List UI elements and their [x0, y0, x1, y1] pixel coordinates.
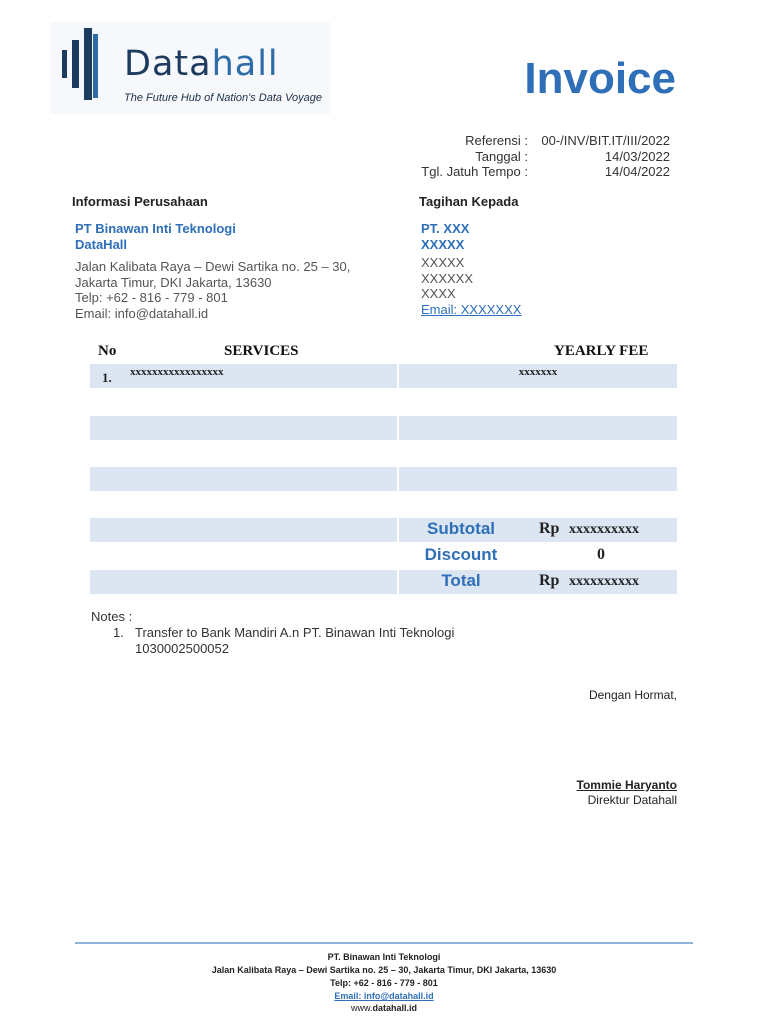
note-text: [135, 625, 495, 656]
footer-email-link[interactable]: Email: info@datahall.id: [334, 991, 434, 1001]
footer-company: PT. Binawan Inti Teknologi: [327, 952, 441, 962]
fee-cell: [399, 390, 677, 414]
table-row: [90, 442, 677, 466]
table-header-services: SERVICES: [224, 343, 299, 359]
fee-cell: [399, 467, 677, 491]
total-label: Total: [441, 571, 481, 590]
invoice-title: Invoice: [524, 54, 676, 103]
service-cell: [90, 442, 397, 466]
service-cell: [90, 364, 397, 388]
total-row: [90, 570, 677, 594]
subtotal-label: Subtotal: [427, 519, 495, 538]
signer-title: Direktur Datahall: [587, 793, 677, 807]
note-line-2: 1030002500052: [135, 640, 229, 656]
meta-label-reference: Referensi :: [465, 133, 528, 148]
service-cell: [90, 390, 397, 414]
footer-divider: [75, 942, 693, 944]
fee-cell: [399, 364, 677, 388]
meta-value-due-date: 14/04/2022: [604, 164, 670, 179]
fee-cell: [399, 416, 677, 440]
footer-website[interactable]: [75, 1002, 693, 1015]
company-address-line-2: Jakarta Timur, DKI Jakarta, 13630: [75, 274, 272, 290]
total-value: xxxxxxxxxx: [569, 574, 639, 589]
meta-label-due-date: Tgl. Jatuh Tempo :: [421, 164, 528, 179]
datahall-logo-icon: [60, 28, 104, 100]
subtotal-value: xxxxxxxxxx: [569, 522, 639, 537]
total-currency: Rp: [539, 572, 560, 589]
invoice-meta-values: [535, 133, 670, 180]
footer-phone: Telp: +62 - 816 - 779 - 801: [330, 978, 438, 988]
invoice-meta-labels: [380, 133, 528, 180]
company-info: [75, 221, 350, 321]
footer-email: [75, 990, 693, 1003]
footer-web-prefix: www.: [350, 1003, 373, 1013]
company-brand: DataHall: [75, 237, 128, 252]
bill-to-heading: Tagihan Kepada: [419, 194, 519, 209]
note-line-1: Transfer to Bank Mandiri A.n PT. Binawan Inti Teknologi: [135, 625, 455, 640]
fee-cell: [399, 442, 677, 466]
subtotal-currency: Rp: [539, 520, 560, 537]
bill-to-email-link[interactable]: Email: XXXXXXX: [421, 301, 522, 317]
meta-value-date: 14/03/2022: [604, 148, 670, 164]
bill-to-line-3: XXXX: [421, 286, 456, 301]
company-info-heading: Informasi Perusahaan: [72, 194, 208, 209]
company-name: PT Binawan Inti Teknologi: [75, 221, 236, 236]
logo-word-data: Data: [124, 44, 212, 84]
company-email: Email: info@datahall.id: [75, 305, 209, 321]
total-cell: [399, 570, 677, 594]
table-header-fee: YEARLY FEE: [554, 343, 649, 359]
meta-value-reference: 00-/INV/BIT.IT/III/2022: [541, 133, 670, 148]
note-number: 1.: [113, 625, 124, 640]
discount-label: Discount: [424, 545, 498, 564]
logo-tagline: The Future Hub of Nation's Data Voyage: [124, 92, 322, 104]
table-header-no: No: [98, 343, 117, 359]
signer-name: Tommie Haryanto: [576, 778, 677, 792]
footer-address: Jalan Kalibata Raya – Dewi Sartika no. 25 – 30, Jakarta Timur, DKI Jakarta, 13630: [211, 965, 557, 975]
discount-row: [90, 544, 677, 568]
table-row: [90, 416, 677, 440]
logo-word-hall: hall: [211, 44, 279, 84]
subtotal-cell: [399, 518, 677, 542]
notes-heading: Notes :: [91, 609, 133, 624]
table-row: [90, 390, 677, 414]
subtotal-row: [90, 518, 677, 542]
row-service: xxxxxxxxxxxxxxxxx: [130, 366, 224, 378]
total-spacer: [90, 570, 397, 594]
logo-wordmark: [124, 44, 279, 84]
company-phone: Telp: +62 - 816 - 779 - 801: [75, 290, 228, 305]
discount-spacer: [90, 544, 397, 568]
footer-web-domain: datahall.id: [372, 1003, 418, 1013]
bill-to-line-1: XXXXX: [421, 255, 465, 270]
table-row: [90, 364, 677, 388]
meta-label-date: Tanggal :: [475, 148, 528, 164]
bill-to-line-2: XXXXXX: [421, 270, 474, 286]
bill-to-info: [421, 221, 521, 317]
closing-text: Dengan Hormat,: [588, 688, 677, 702]
row-fee: xxxxxxx: [518, 366, 558, 378]
service-cell: [90, 416, 397, 440]
bill-to-name: PT. XXX: [421, 221, 470, 236]
discount-value: 0: [597, 546, 605, 563]
service-cell: [90, 467, 397, 491]
row-number: 1.: [102, 370, 112, 385]
discount-cell: [399, 544, 677, 568]
bill-to-subname: XXXXX: [421, 237, 465, 252]
subtotal-spacer: [90, 518, 397, 542]
company-address-line-1: Jalan Kalibata Raya – Dewi Sartika no. 25 – 30,: [75, 259, 351, 274]
table-row: [90, 467, 677, 491]
